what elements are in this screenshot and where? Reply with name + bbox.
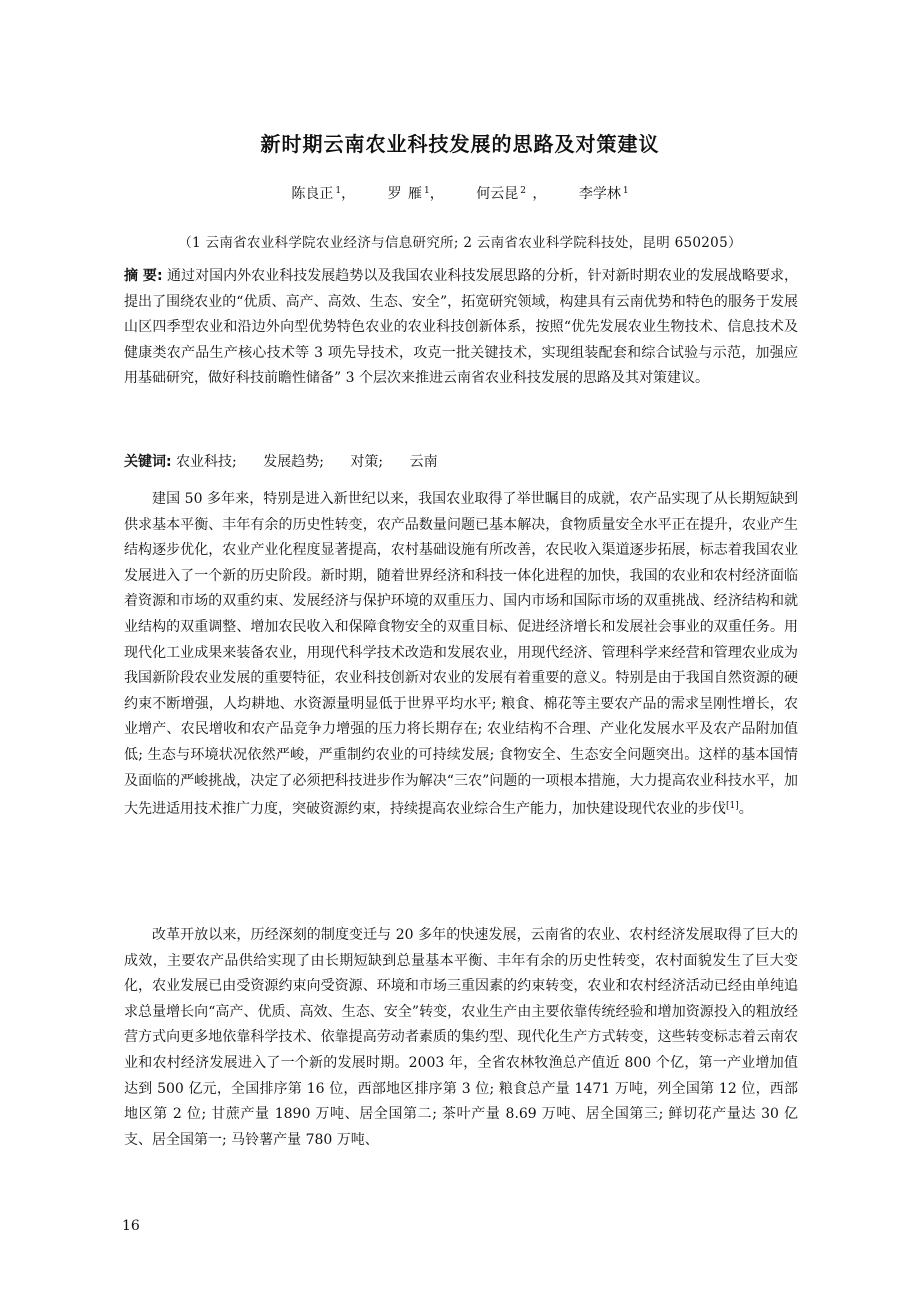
abstract-label: 摘 要: <box>124 268 163 284</box>
keyword: 云南 <box>409 454 438 470</box>
paper-title: 新时期云南农业科技发展的思路及对策建议 <box>260 132 660 156</box>
paragraph-text: 建国 50 多年来，特别是进入新世纪以来，我国农业取得了举世瞩目的成就，农产品实现了从长期短缺到供求基本平衡、丰年有余的历史性转变，农产品数量问题已基本解决，食物质量安全水平正在提升，农业产生结构逐步优化，农业产业化程度显著提高，农村基础设施有所改善，农民收入渠道逐步拓展，标志着我国农业发展进入了一个新的历史阶段。新时期，随着世界经济和科技一体化进程的加快，我国的农业和农村经济面临着资源和市场的双重约束、发展经济与保护环境的双重压力、国内市场和国际市场的双重挑战、经济结构和就业结构的双重调整、增加农民收入和保障食物安全的双重目标、促进经济增长和发展社会事业的双重任务。用现代化工业成果来装备农业，用现代科学技术改造和发展农业，用现代经济、管理科学来经营和管理农业成为我国新阶段农业发展的重要特征，农业科技创新对农业的发展有着重要的意义。特别是由于我国自然资源的硬约束不断增强，人均耕地、水资源量明显低于世界平均水平; 粮食、棉花等主要农产品的需求呈刚性增长，农业增产、农民增收和农产品竞争力增强的压力将长期存在; 农业结构不合理、产业化发展水平及农产品附加值低; 生态与环境状况依然严峻，严重制约农业的可持续发展; 食物安全、生态安全问题突出。这样的基本国情及面临的严峻挑战，决定了必须把科技进步作为解决“三农”问题的一项根本措施，大力提高农业科技水平，加大先进适用技术推广力度，突破资源约束，持续提高农业综合生产能力，加快建设现代农业的步伐 <box>124 491 798 818</box>
affiliation-mark: 1 <box>424 186 430 196</box>
affiliation-mark: 1 <box>335 186 342 196</box>
page-number: 16 <box>122 1218 140 1234</box>
keywords-label: 关键词: <box>124 454 172 470</box>
abstract-text: 通过对国内外农业科技发展趋势以及我国农业科技发展思路的分析，针对新时期农业的发展战略要求，提出了围绕农业的“优质、高产、高效、生态、安全”，拓宽研究领域，构建具有云南优势和特色的服务于发展山区四季型农业和沿边外向型优势特色农业的农业科技创新体系，按照“优先发展农业生物技术、信息技术及健康类农产品生产核心技术等 3 项先导技术，攻克一批关键技术，实现组装配套和综合试验与示范，加强应用基础研究，做好科技前瞻性储备” 3 个层次来推进云南省农业科技发展的思路及其对策建议。 <box>124 268 799 387</box>
author-name: 何云昆 <box>476 186 519 202</box>
affiliation-mark: 2 <box>520 186 526 196</box>
body-paragraph-1 <box>124 487 798 823</box>
keyword: 发展趋势; <box>263 454 324 470</box>
affiliation-mark: 1 <box>622 186 629 196</box>
author-list: 陈良正 $^1$， 罗 雁 $^1$， 何云昆 $^2$ ， 李学林 $^1$ <box>291 186 629 202</box>
keyword: 对策; <box>350 454 384 470</box>
citation-ref[interactable]: [1] <box>726 801 739 812</box>
author-name: 李学林 <box>578 186 621 202</box>
body-paragraph-2 <box>124 923 798 1153</box>
author-name: 陈良正 <box>291 186 334 202</box>
abstract-section <box>124 264 798 392</box>
keywords-section <box>124 450 798 475</box>
author-name: 罗 雁 <box>387 186 423 202</box>
paragraph-end: 。 <box>738 801 753 818</box>
affiliation-line: （1 云南省农业科学院农业经济与信息研究所; 2 云南省农业科学院科技处，昆明 650205） <box>178 235 742 251</box>
paragraph-text: 改革开放以来，历经深刻的制度变迁与 20 多年的快速发展，云南省的农业、农村经济发展取得了巨大的成效，主要农产品供给实现了由长期短缺到总量基本平衡、丰年有余的历史性转变，农村面貌发生了巨大变化，农业发展已由受资源约束向受资源、环境和市场三重因素的约束转变，农业和农村经济活动已经由单纯追求总量增长向“高产、优质、高效、生态、安全”转变，农业生产由主要依靠传统经验和增加资源投入的粗放经营方式向更多地依靠科学技术、依靠提高劳动者素质的集约型、现代化生产方式转变，这些转变标志着云南农业和农村经济发展进入了一个新的发展时期。2003 年，全省农林牧渔总产值近 800 个亿，第一产业增加值达到 500 亿元，全国排序第 16 位，西部地区排序第 3 位; 粮食总产量 1471 万吨，列全国第 12 位，西部地区第 2 位; 甘蔗产量 1890 万吨、居全国第二; 茶叶产量 8.69 万吨、居全国第三; 鲜切花产量达 30 亿支、居全国第一; 马铃薯产量 780 万吨、 <box>124 927 798 1148</box>
keyword: 农业科技; <box>176 454 237 470</box>
